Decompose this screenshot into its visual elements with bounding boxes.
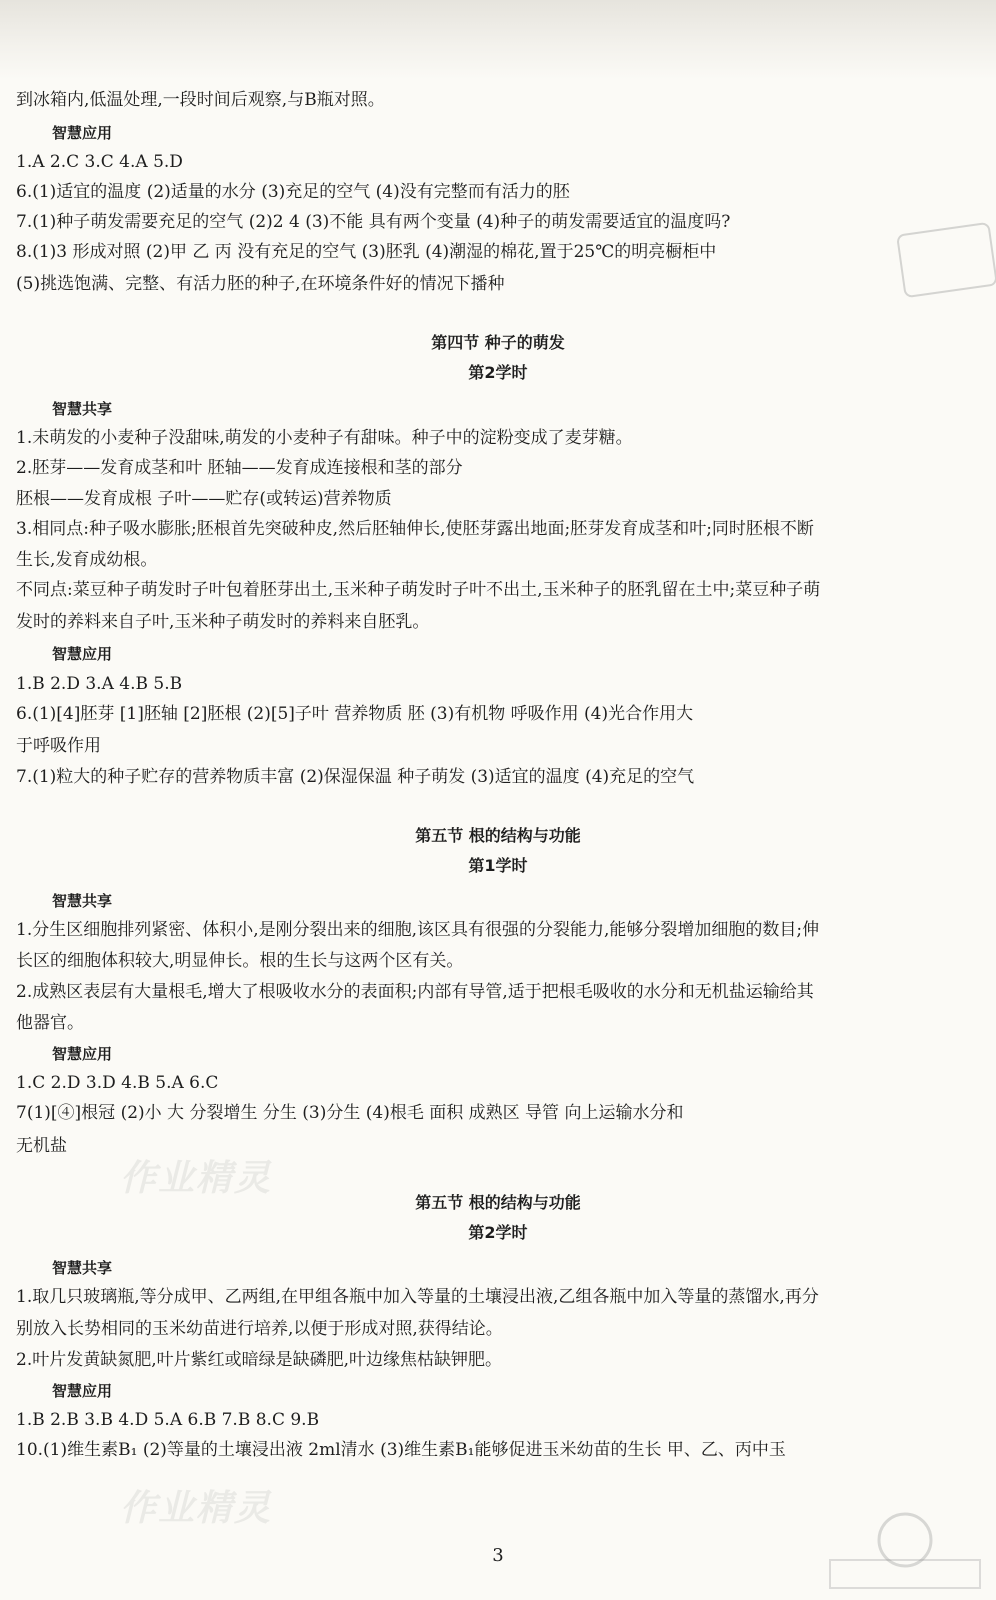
section-label: 智慧共享 [52, 400, 113, 418]
text-line: 1.C 2.D 3.D 4.B 5.A 6.C [16, 1073, 219, 1093]
lesson-heading: 第2学时 [468, 363, 528, 382]
watermark-text: 作业精灵 [120, 1158, 273, 1199]
page-number: 3 [492, 1545, 504, 1566]
text-line: 长区的细胞体积较大,明显伸长。根的生长与这两个区有关。 [16, 951, 464, 971]
text-line: 2.叶片发黄缺氮肥,叶片紫红或暗绿是缺磷肥,叶边缘焦枯缺钾肥。 [16, 1350, 503, 1370]
text-line: 1.分生区细胞排列紧密、体积小,是刚分裂出来的细胞,该区具有很强的分裂能力,能够分裂增加细胞的数目;伸 [16, 920, 820, 940]
text-line: 1.未萌发的小麦种子没甜味,萌发的小麦种子有甜味。种子中的淀粉变成了麦芽糖。 [16, 428, 633, 448]
lesson-heading: 第2学时 [468, 1223, 528, 1242]
text-line: 1.取几只玻璃瓶,等分成甲、乙两组,在甲组各瓶中加入等量的土壤浸出液,乙组各瓶中加入等量的蒸馏水,再分 [16, 1287, 819, 1307]
section-heading: 第五节 根的结构与功能 [415, 826, 581, 845]
text-line: 生长,发育成幼根。 [16, 550, 158, 570]
text-line: 1.B 2.B 3.B 4.D 5.A 6.B 7.B 8.C 9.B [16, 1410, 320, 1430]
text-line: 8.(1)3 形成对照 (2)甲 乙 丙 没有充足的空气 (3)胚乳 (4)潮湿的棉花,置于25℃的明亮橱柜中 [16, 242, 717, 262]
section-label: 智慧应用 [52, 1382, 113, 1400]
text-line: 别放入长势相同的玉米幼苗进行培养,以便于形成对照,获得结论。 [16, 1319, 503, 1339]
text-line: (5)挑选饱满、完整、有活力胚的种子,在环境条件好的情况下播种 [16, 274, 505, 294]
scan-edge-shading [0, 0, 996, 80]
section-heading: 第四节 种子的萌发 [431, 333, 565, 352]
text-line: 1.B 2.D 3.A 4.B 5.B [16, 674, 183, 694]
text-line: 2.胚芽——发育成茎和叶 胚轴——发育成连接根和茎的部分 [16, 458, 463, 478]
section-label: 智慧应用 [52, 1045, 113, 1063]
corner-logo [810, 1505, 990, 1595]
text-line: 7.(1)种子萌发需要充足的空气 (2)2 4 (3)不能 具有两个变量 (4)种子的萌发需要适宜的温度吗? [16, 212, 731, 232]
text-line: 7(1)[④]根冠 (2)小 大 分裂增生 分生 (3)分生 (4)根毛 面积 成熟区 导管 向上运输水分和 [16, 1103, 684, 1123]
section-label: 智慧应用 [52, 124, 113, 142]
text-line: 胚根——发育成根 子叶——贮存(或转运)营养物质 [16, 489, 392, 509]
text-line: 10.(1)维生素B₁ (2)等量的土壤浸出液 2ml清水 (3)维生素B₁能够促进玉米幼苗的生长 甲、乙、丙中玉 [16, 1440, 786, 1460]
text-line: 2.成熟区表层有大量根毛,增大了根吸收水分的表面积;内部有导管,适于把根毛吸收的水分和无机盐运输给其 [16, 982, 814, 1002]
text-line: 发时的养料来自子叶,玉米种子萌发时的养料来自胚乳。 [16, 612, 430, 632]
text-line: 到冰箱内,低温处理,一段时间后观察,与B瓶对照。 [16, 90, 385, 110]
watermark-text: 作业精灵 [120, 1488, 273, 1529]
lesson-heading: 第1学时 [468, 856, 528, 875]
text-line: 3.相同点:种子吸水膨胀;胚根首先突破种皮,然后胚轴伸长,使胚芽露出地面;胚芽发育成茎和叶;同时胚根不断 [16, 519, 814, 539]
section-heading: 第五节 根的结构与功能 [415, 1193, 581, 1212]
text-line: 无机盐 [16, 1136, 67, 1156]
text-line: 6.(1)适宜的温度 (2)适量的水分 (3)充足的空气 (4)没有完整而有活力的胚 [16, 182, 570, 202]
text-line: 他器官。 [16, 1013, 84, 1033]
text-line: 7.(1)粒大的种子贮存的营养物质丰富 (2)保湿保温 种子萌发 (3)适宜的温度 (4)充足的空气 [16, 767, 695, 787]
section-label: 智慧共享 [52, 1259, 113, 1277]
text-line: 不同点:菜豆种子萌发时子叶包着胚芽出土,玉米种子萌发时子叶不出土,玉米种子的胚乳留在土中;菜豆种子萌 [16, 580, 821, 600]
text-line: 于呼吸作用 [16, 736, 101, 756]
section-label: 智慧共享 [52, 892, 113, 910]
text-line: 6.(1)[4]胚芽 [1]胚轴 [2]胚根 (2)[5]子叶 营养物质 胚 (3)有机物 呼吸作用 (4)光合作用大 [16, 704, 694, 724]
text-line: 1.A 2.C 3.C 4.A 5.D [16, 152, 183, 172]
section-label: 智慧应用 [52, 645, 113, 663]
